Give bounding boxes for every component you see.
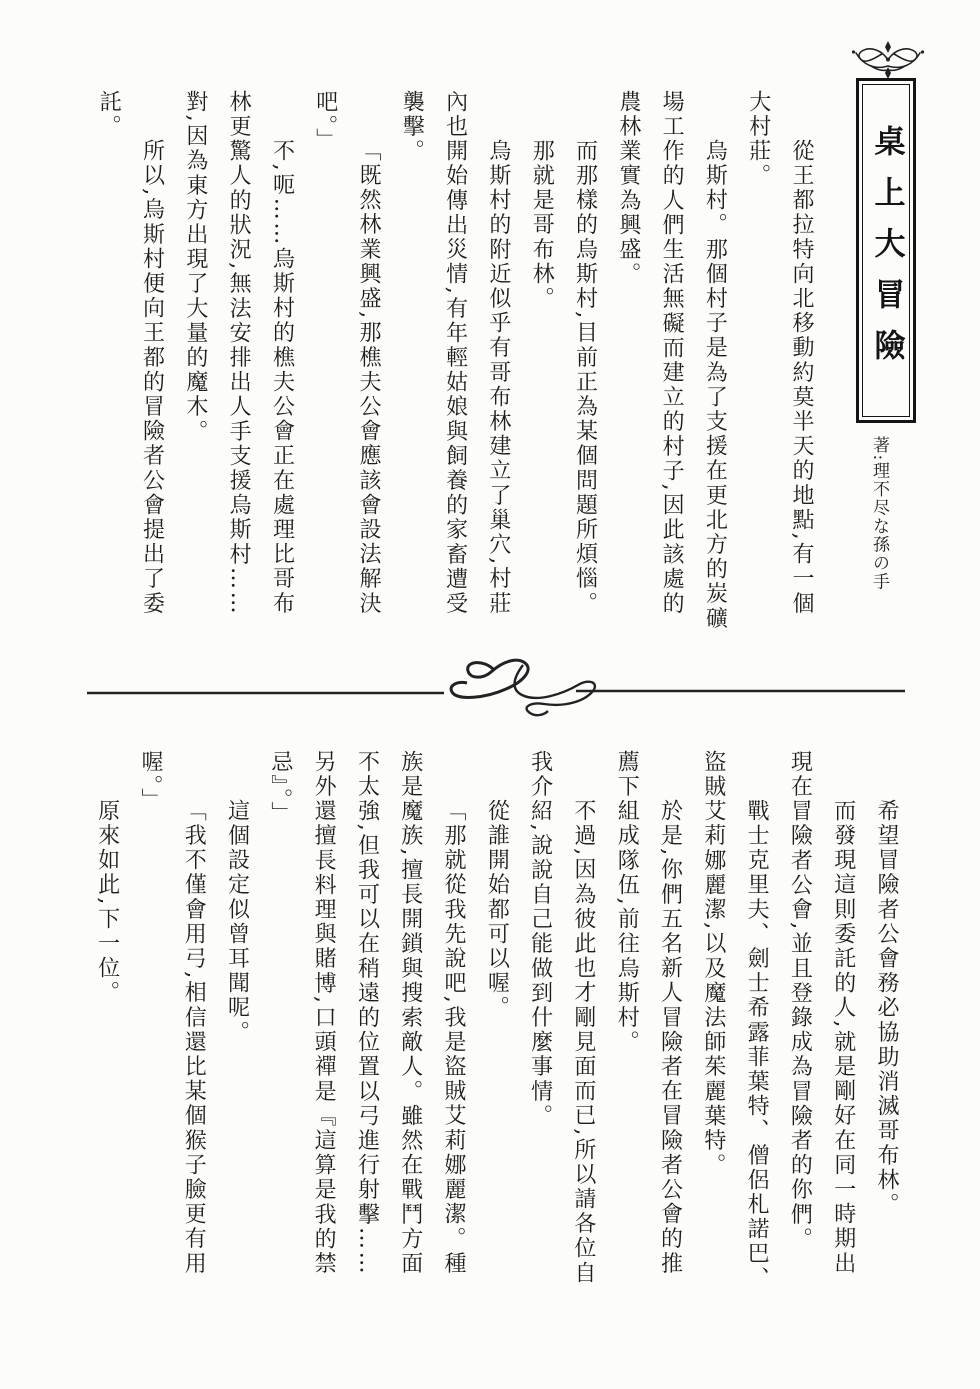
section-divider (86, 656, 906, 728)
story-section-bottom (83, 750, 908, 1296)
title-box (856, 78, 916, 423)
author-line: 著:理不尽な孫の手 (869, 436, 889, 592)
paragraph: 所以,烏斯村便向王都的冒險者公會提出了委託。 (96, 90, 165, 616)
paragraph: 烏斯村的附近似乎有哥布林建立了巢穴,村莊內也開始傳出災情,有年輕姑娘與飼養的家畜遭受襲擊。 (399, 90, 511, 617)
paragraph: 從誰開始都可以喔。 (484, 799, 510, 1021)
paragraph: 不過,因為彼此也才剛見面而已,所以請各位自我介紹,說說自己能做到什麼事情。 (527, 750, 596, 1286)
paragraph: 「我不僅會用弓,相信還比某個猴子臉更有用喔。」 (137, 750, 207, 1276)
paragraph: 從王都拉特向北移動約莫半天的地點,有一個大村莊。 (745, 90, 814, 616)
title-frame-inner (862, 84, 910, 417)
paragraph: 烏斯村。那個村子是為了支援在更北方的炭礦場工作的人們生活無礙而建立的村子,因此該處的農林業實為興盛。 (615, 90, 728, 631)
fleuron-ornament-icon (851, 40, 925, 80)
divider-flourish-icon (86, 656, 906, 728)
paragraph: 這個設定似曾耳聞呢。 (224, 799, 250, 1045)
paragraph: 而發現這則委託的人,就是剛好在同一時期出現在冒險者公會,並且登錄成為冒險者的你們。 (787, 750, 856, 1276)
page-title: 桌上大冒險 (868, 125, 905, 380)
paragraph: 不,呃……烏斯村的樵夫公會正在處理比哥布林更驚人的狀況,無法安排出人手支援烏斯村……對,因為東方出現了大量的魔木。 (182, 90, 295, 617)
story-section-top (85, 90, 823, 636)
paragraph: 「那就從我先說吧,我是盜賊艾莉娜麗潔。種族是魔族,擅長開鎖與搜索敵人。雖然在戰鬥方面不太強,但我可以在稍遠的位置以弓進行射擊……另外還擅長料理與賭博,口頭禪是『這算是我的禁忌』。」 (267, 750, 467, 1277)
paragraph: 「既然林業興盛,那樵夫公會應該會設法解決吧。」 (312, 90, 382, 616)
paragraph: 原來如此,下一位。 (94, 799, 120, 1006)
paragraph: 於是,你們五名新人冒險者在冒險者公會的推薦下組成隊伍,前往烏斯村。 (614, 750, 683, 1276)
paragraph: 戰士克里夫、劍士希露菲葉特、僧侶札諾巴、盜賊艾莉娜麗潔,以及魔法師茱麗葉特。 (700, 750, 770, 1291)
paragraph: 而那樣的烏斯村,目前正為某個問題所煩惱。 (572, 139, 598, 616)
paragraph: 那就是哥布林。 (529, 139, 555, 312)
paragraph: 希望冒險者公會務必協助消滅哥布林。 (874, 799, 899, 1218)
